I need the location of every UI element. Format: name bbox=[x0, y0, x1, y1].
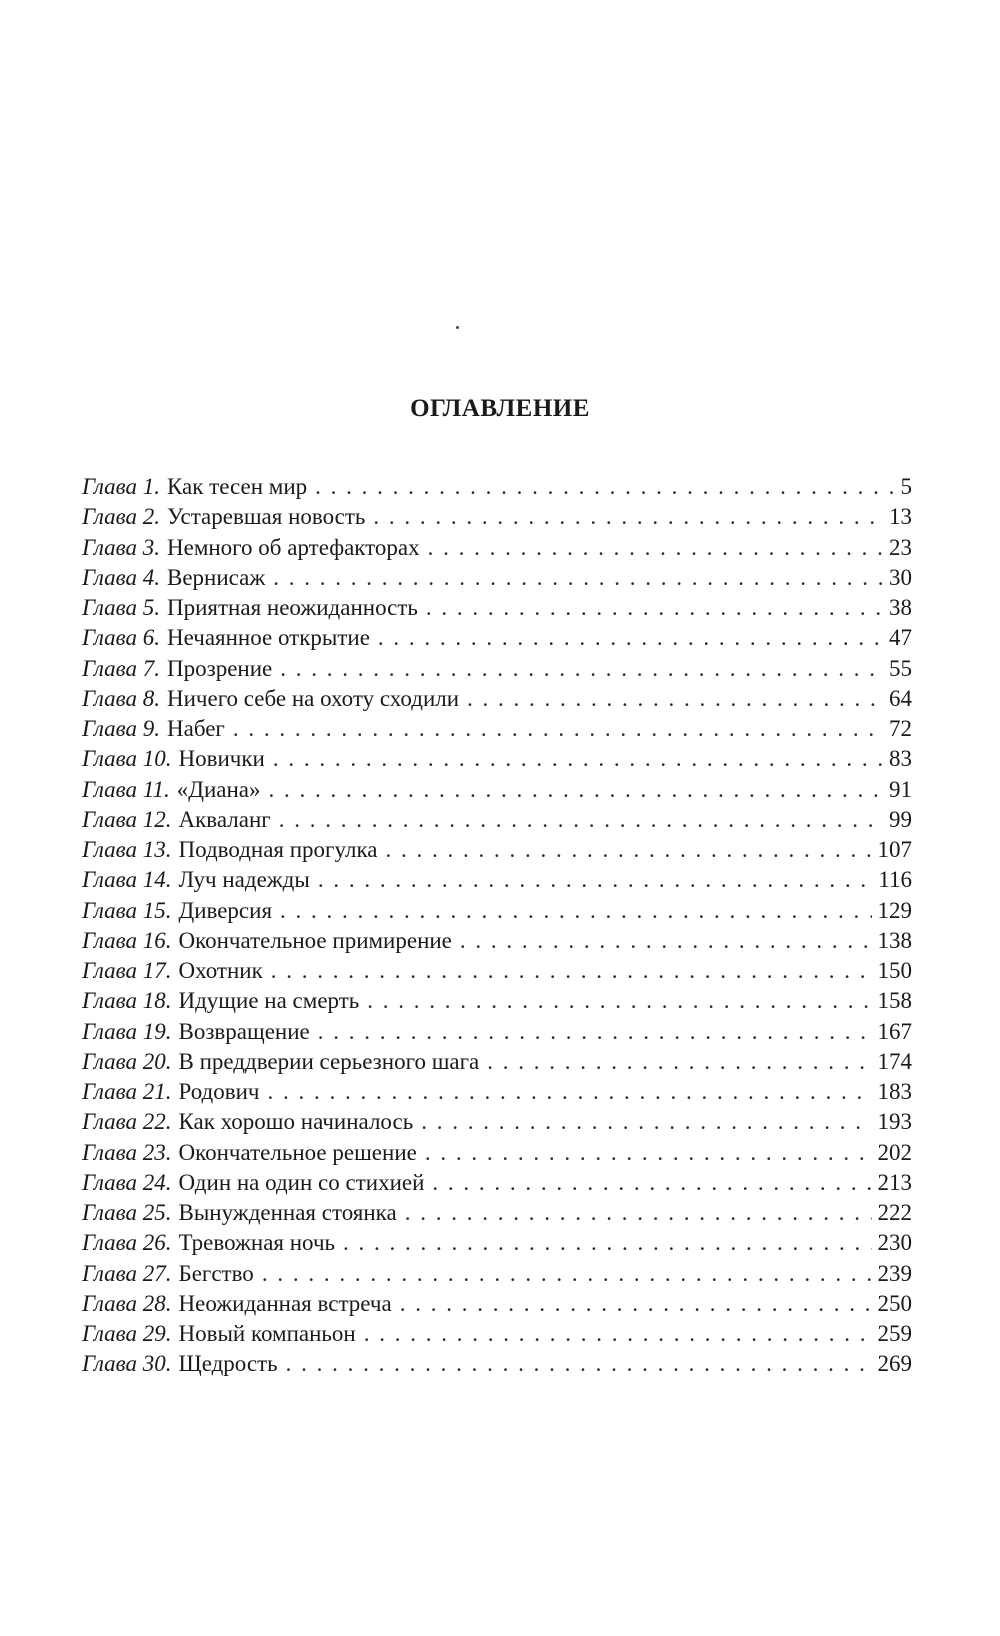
dot-leader bbox=[426, 593, 883, 623]
toc-entry bbox=[82, 1198, 912, 1228]
chapter-title: Ничего себе на охоту сходили bbox=[167, 685, 460, 711]
chapter-title: Луч надежды bbox=[178, 867, 310, 893]
dot-leader bbox=[405, 1198, 872, 1228]
chapter-number: Глава 12. bbox=[82, 806, 172, 832]
chapter-number: Глава 29. bbox=[82, 1321, 172, 1346]
toc-entry bbox=[82, 654, 912, 684]
toc-entry bbox=[82, 986, 912, 1016]
toc-entry bbox=[82, 533, 912, 563]
page-number: 5 bbox=[900, 474, 912, 499]
chapter-title: Возвращение bbox=[178, 1018, 310, 1044]
chapter-number: Глава 27. bbox=[82, 1260, 172, 1286]
page-number: 23 bbox=[889, 534, 912, 560]
page-number: 138 bbox=[877, 927, 912, 953]
page-number: 202 bbox=[877, 1139, 912, 1165]
toc-entry bbox=[82, 714, 912, 744]
dot-leader bbox=[273, 744, 883, 774]
chapter-number: Глава 2. bbox=[82, 504, 160, 530]
toc-entry bbox=[82, 502, 912, 532]
dot-leader bbox=[318, 865, 873, 895]
page-number: 269 bbox=[877, 1351, 912, 1377]
chapter-title: В преддверии серьезного шага bbox=[178, 1048, 480, 1074]
toc-entry bbox=[82, 1138, 912, 1168]
toc-entry bbox=[82, 1228, 912, 1258]
page-number: 47 bbox=[889, 625, 912, 651]
toc-entry bbox=[82, 623, 912, 653]
page-number: 174 bbox=[877, 1048, 912, 1074]
toc-entry bbox=[82, 684, 912, 714]
toc-entry bbox=[82, 1319, 912, 1349]
toc-entry bbox=[82, 563, 912, 593]
page-number: 259 bbox=[877, 1321, 912, 1346]
toc-entry bbox=[82, 1047, 912, 1077]
page-title: ОГЛАВЛЕНИЕ bbox=[410, 395, 590, 422]
page-number: 38 bbox=[889, 595, 912, 620]
page-number: 230 bbox=[877, 1230, 912, 1256]
chapter-number: Глава 18. bbox=[82, 988, 172, 1014]
print-speck bbox=[456, 326, 459, 329]
toc-entry bbox=[82, 926, 912, 956]
toc-entry bbox=[82, 593, 912, 623]
chapter-title: Неожиданная встреча bbox=[178, 1290, 392, 1316]
page-number: 64 bbox=[889, 685, 912, 711]
chapter-title: Немного об артефакторах bbox=[167, 534, 420, 560]
page-number: 116 bbox=[878, 867, 912, 893]
chapter-title: Набег bbox=[167, 716, 225, 741]
toc-entry bbox=[82, 744, 912, 774]
chapter-title: Как тесен мир bbox=[167, 474, 308, 499]
toc-entry bbox=[82, 1017, 912, 1047]
chapter-title: Акваланг bbox=[178, 806, 271, 832]
chapter-number: Глава 16. bbox=[82, 927, 172, 953]
chapter-number: Глава 1. bbox=[82, 474, 160, 499]
chapter-number: Глава 5. bbox=[82, 595, 160, 620]
dot-leader bbox=[286, 1349, 872, 1379]
toc-entry bbox=[82, 1168, 912, 1198]
page-number: 222 bbox=[877, 1200, 912, 1225]
chapter-number: Глава 26. bbox=[82, 1230, 172, 1256]
chapter-number: Глава 9. bbox=[82, 716, 160, 741]
chapter-title: Идущие на смерть bbox=[178, 988, 360, 1014]
chapter-number: Глава 19. bbox=[82, 1018, 172, 1044]
dot-leader bbox=[280, 896, 871, 926]
chapter-number: Глава 11. bbox=[82, 776, 170, 802]
toc-entry bbox=[82, 472, 912, 502]
chapter-title: Нечаянное открытие bbox=[167, 625, 370, 651]
chapter-title: Один на один со стихией bbox=[178, 1169, 425, 1195]
page-number: 150 bbox=[877, 958, 912, 983]
chapter-number: Глава 30. bbox=[82, 1351, 172, 1377]
chapter-title: Как хорошо начиналось bbox=[178, 1109, 414, 1135]
chapter-title: Тревожная ночь bbox=[178, 1230, 336, 1256]
dot-leader bbox=[364, 1319, 872, 1349]
chapter-title: Бегство bbox=[178, 1260, 254, 1286]
page-number: 55 bbox=[889, 655, 912, 681]
toc-entry bbox=[82, 805, 912, 835]
chapter-number: Глава 22. bbox=[82, 1109, 172, 1135]
page-number: 13 bbox=[889, 504, 912, 530]
chapter-title: Диверсия bbox=[178, 897, 273, 923]
chapter-title: Приятная неожиданность bbox=[167, 595, 418, 620]
chapter-title: Окончательное решение bbox=[178, 1139, 417, 1165]
page-number: 250 bbox=[877, 1290, 912, 1316]
toc-entry bbox=[82, 1289, 912, 1319]
dot-leader bbox=[233, 714, 883, 744]
dot-leader bbox=[421, 1107, 871, 1137]
chapter-title: Подводная прогулка bbox=[178, 837, 378, 862]
dot-leader bbox=[367, 986, 871, 1016]
chapter-number: Глава 17. bbox=[82, 958, 172, 983]
chapter-number: Глава 28. bbox=[82, 1290, 172, 1316]
dot-leader bbox=[273, 563, 883, 593]
page-number: 72 bbox=[889, 716, 912, 741]
chapter-title: Вынужденная стоянка bbox=[178, 1200, 397, 1225]
dot-leader bbox=[432, 1168, 871, 1198]
chapter-number: Глава 23. bbox=[82, 1139, 172, 1165]
page-number: 158 bbox=[877, 988, 912, 1014]
chapter-number: Глава 6. bbox=[82, 625, 160, 651]
dot-leader bbox=[343, 1228, 871, 1258]
page-number: 30 bbox=[889, 564, 912, 590]
page-number: 99 bbox=[889, 806, 912, 832]
chapter-title: Прозрение bbox=[167, 655, 273, 681]
chapter-title: Окончательное примирение bbox=[178, 927, 452, 953]
toc-entry bbox=[82, 1349, 912, 1379]
dot-leader bbox=[378, 623, 883, 653]
dot-leader bbox=[487, 1047, 871, 1077]
dot-leader bbox=[428, 533, 883, 563]
toc-entry bbox=[82, 1077, 912, 1107]
chapter-number: Глава 4. bbox=[82, 564, 160, 590]
dot-leader bbox=[279, 805, 883, 835]
chapter-title: Родович bbox=[178, 1079, 260, 1104]
dot-leader bbox=[262, 1259, 872, 1289]
chapter-number: Глава 21. bbox=[82, 1079, 172, 1104]
toc-entry bbox=[82, 896, 912, 926]
page-number: 183 bbox=[877, 1079, 912, 1104]
dot-leader bbox=[269, 775, 883, 805]
chapter-number: Глава 3. bbox=[82, 534, 160, 560]
dot-leader bbox=[425, 1138, 872, 1168]
chapter-number: Глава 7. bbox=[82, 655, 160, 681]
page-number: 239 bbox=[877, 1260, 912, 1286]
chapter-title: Вернисаж bbox=[167, 564, 266, 590]
page-number: 91 bbox=[889, 776, 912, 802]
chapter-title: Новички bbox=[178, 746, 265, 772]
dot-leader bbox=[385, 835, 871, 865]
chapter-number: Глава 8. bbox=[82, 685, 160, 711]
dot-leader bbox=[373, 502, 883, 532]
page-number: 83 bbox=[889, 746, 912, 772]
chapter-number: Глава 13. bbox=[82, 837, 172, 862]
dot-leader bbox=[400, 1289, 872, 1319]
chapter-number: Глава 20. bbox=[82, 1048, 172, 1074]
chapter-number: Глава 15. bbox=[82, 897, 172, 923]
dot-leader bbox=[315, 472, 894, 502]
chapter-title: Охотник bbox=[178, 958, 263, 983]
chapter-number: Глава 24. bbox=[82, 1169, 172, 1195]
chapter-title: Устаревшая новость bbox=[167, 504, 366, 530]
dot-leader bbox=[271, 956, 872, 986]
page-number: 107 bbox=[877, 837, 912, 862]
dot-leader bbox=[280, 654, 883, 684]
toc-entry bbox=[82, 1107, 912, 1137]
toc-entry bbox=[82, 956, 912, 986]
page-number: 167 bbox=[877, 1018, 912, 1044]
chapter-title: Новый компаньон bbox=[178, 1321, 356, 1346]
chapter-number: Глава 25. bbox=[82, 1200, 172, 1225]
toc-entry bbox=[82, 775, 912, 805]
dot-leader bbox=[460, 926, 872, 956]
chapter-number: Глава 14. bbox=[82, 867, 172, 893]
page-number: 213 bbox=[877, 1169, 912, 1195]
page-number: 129 bbox=[877, 897, 912, 923]
dot-leader bbox=[318, 1017, 872, 1047]
page-number: 193 bbox=[877, 1109, 912, 1135]
chapter-number: Глава 10. bbox=[82, 746, 172, 772]
dot-leader bbox=[467, 684, 883, 714]
dot-leader bbox=[268, 1077, 872, 1107]
toc-entry bbox=[82, 1259, 912, 1289]
chapter-title: «Диана» bbox=[176, 776, 261, 802]
chapter-title: Щедрость bbox=[178, 1351, 278, 1377]
table-of-contents bbox=[82, 472, 912, 1380]
toc-entry bbox=[82, 835, 912, 865]
toc-entry bbox=[82, 865, 912, 895]
